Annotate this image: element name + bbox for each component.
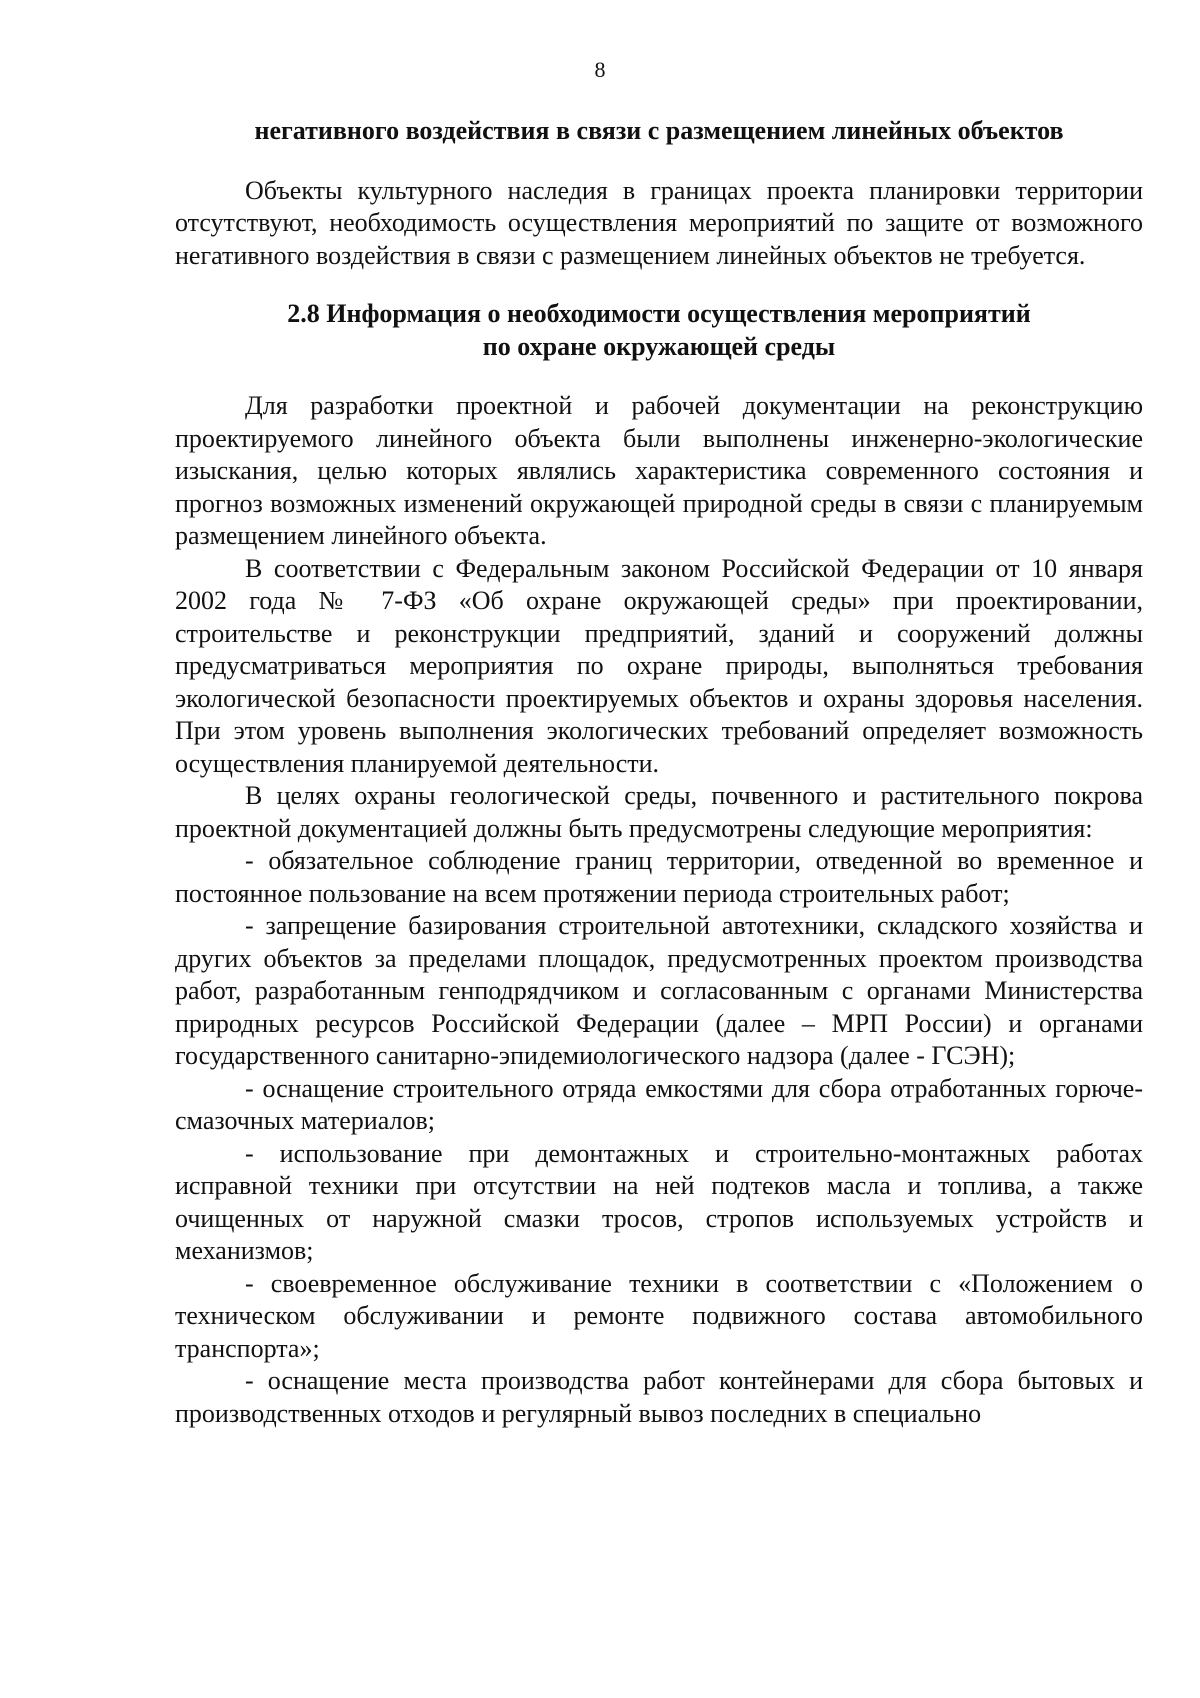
list-item: - оснащение строительного отряда емкостями для сбора отработанных горюче-смазочных материалов; — [175, 1073, 1143, 1135]
section-title-line-2: по охране окружающей среды — [482, 331, 836, 361]
list-item: - обязательное соблюдение границ территории, отведенной во временное и постоянное пользование на всем протяжении периода строительных работ; — [175, 846, 1143, 908]
spacer — [175, 363, 1143, 390]
page-number: 8 — [594, 57, 606, 82]
paragraph: Для разработки проектной и рабочей документации на реконструкцию проектируемого линейного объекта были выполнены инженерно-экологические изыскания, целью которых являлись характеристика современного состояния и прогноз возможных изменений окружающей природной среды в связи с планируемым размещением линейного объекта. — [175, 391, 1143, 550]
section-title — [175, 298, 1143, 363]
paragraph: В соответствии с Федеральным законом Российской Федерации от 10 января 2002 года № 7-ФЗ «Об охране окружающей среды» при проектировании, строительстве и реконструкции предприятий, зданий и сооружений должны предусматриваться мероприятия по охране природы, выполняться требования экологической безопасности проектируемых объектов и охраны здоровья населения. При этом уровень выполнения экологических требований определяет возможность осуществления планируемой деятельности. — [175, 553, 1143, 778]
list-item: - оснащение места производства работ контейнерами для сбора бытовых и производственных отходов и регулярный вывоз последних в специально — [175, 1366, 1143, 1428]
list-item: - запрещение базирования строительной автотехники, складского хозяйства и других объектов за пределами площадок, предусмотренных проектом производства работ, разработанным генподрядчиком и согласованным с органами Министерства природных ресурсов Российской Федерации (далее – МРП России) и органами государственного санитарно-эпидемиологического надзора (далее - ГСЭН); — [175, 911, 1143, 1070]
list-item: - своевременное обслуживание техники в соответствии с «Положением о техническом обслуживании и ремонте подвижного состава автомобильного транспорта»; — [175, 1268, 1143, 1363]
paragraph: В целях охраны геологической среды, почвенного и растительного покрова проектной документацией должны быть предусмотрены следующие мероприятия: — [175, 781, 1143, 843]
document-body — [175, 115, 1143, 1430]
intro-paragraph: Объекты культурного наследия в границах проекта планировки территории отсутствуют, необходимость осуществления мероприятий по защите от возможного негативного воздействия в связи с размещением линейных объектов не требуется. — [175, 175, 1143, 270]
continued-heading: негативного воздействия в связи с размещением линейных объектов — [254, 116, 1064, 145]
spacer — [175, 148, 1143, 175]
spacer — [175, 272, 1143, 298]
list-item: - использование при демонтажных и строительно-монтажных работах исправной техники при отсутствии на ней подтеков масла и топлива, а также очищенных от наружной смазки тросов, стропов используемых устройств и механизмов; — [175, 1138, 1143, 1265]
section-title-line-1: 2.8 Информация о необходимости осуществления мероприятий — [287, 299, 1031, 328]
